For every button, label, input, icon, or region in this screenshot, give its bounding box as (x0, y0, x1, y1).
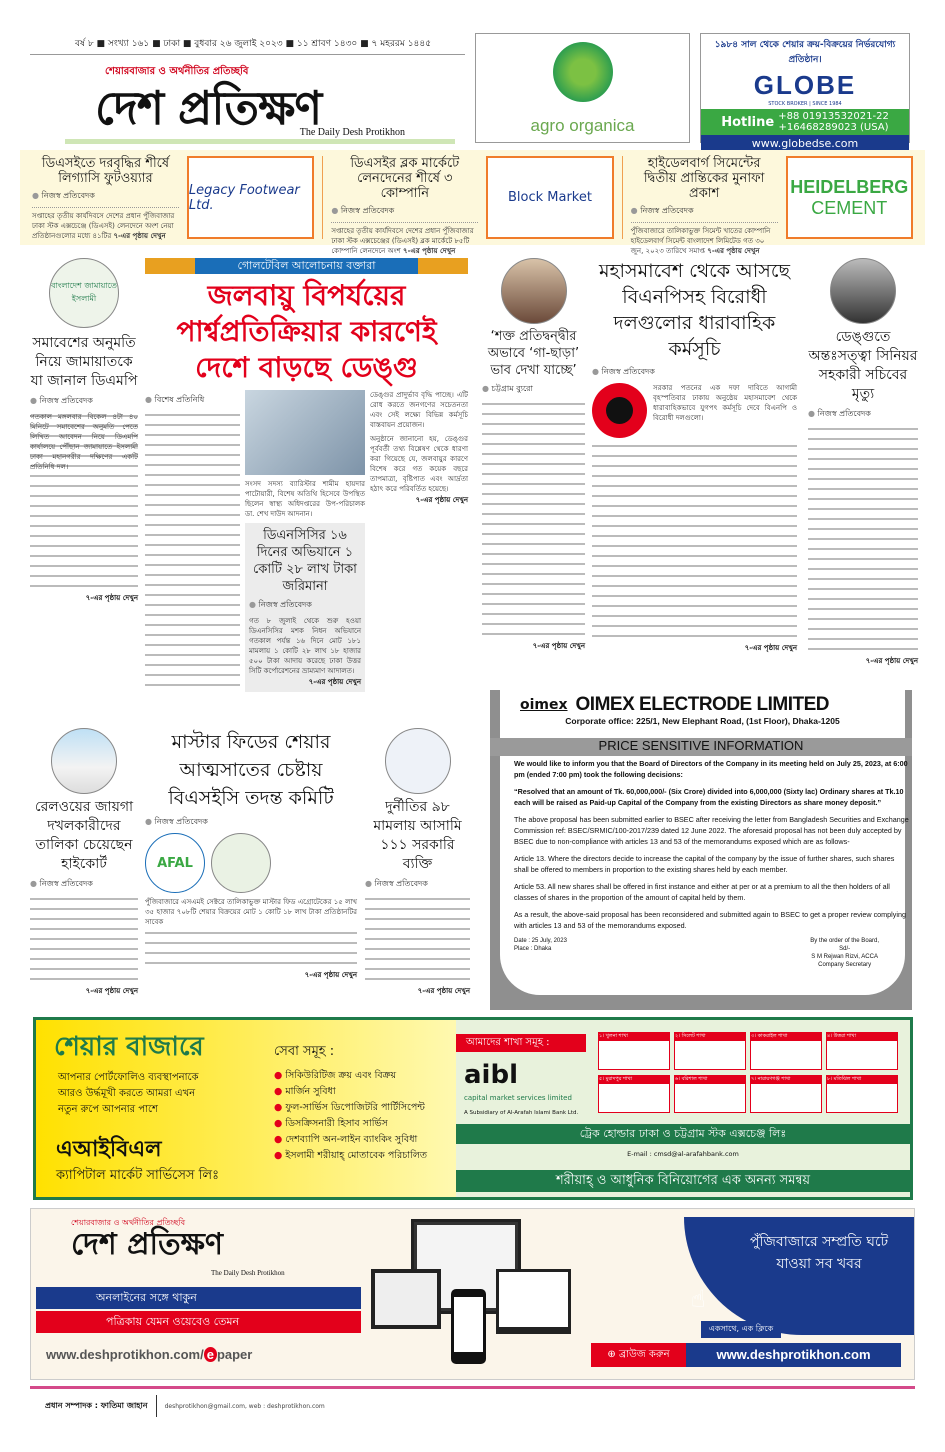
globe-web: www.globedse.com (701, 135, 909, 152)
headline[interactable]: ডিএনসিসির ১৬ দিনের অভিযানে ১ কোটি ২৮ লাখ টাকা জরিমানা (253, 528, 357, 594)
byline: ● নিজস্ব প্রতিবেদক (30, 395, 138, 408)
story-text: পুঁজিবাজারে এসএমই সেক্টরে তালিকাভুক্ত মাস্টার ফিড এগ্রোটেকের ১৫ লাখ ৩৫ হাজার ৭০৮টি শেয়ার বিক্রয়ের মোট ১ কোটি ১৮ লাখ টাকা প্রতিষ্ঠানটির সাবেক (145, 898, 357, 926)
jamaat-story (30, 258, 138, 604)
story-text: সংসদ সদস্য ব্যারিস্টার শামীম হায়দার পাটোয়ারী, বিশেষ অতিথি হিসেবে উপস্থিত ছিলেন স্বাস্থ্য অধিদপ্তরের উপ-পরিচালক ডা. শেখ দাউদ আদনান। (245, 480, 365, 518)
paragraph: As a result, the above-said proposal has been reconsidered and submitted again to BSEC to get a proper review complying with articles 13 and 53 of the memorandums exposed. (514, 910, 906, 930)
agro-organica-ad (475, 33, 690, 143)
branches-title: আমাদের শাখা সমূহ : (456, 1034, 586, 1052)
lead-col-2 (245, 390, 365, 692)
masthead (65, 62, 455, 140)
branch-label: ২। সিলেট শাখা (675, 1033, 745, 1041)
branch-label: ৮। মতিঝিল শাখা (827, 1076, 897, 1084)
headline[interactable]: মহাসমাবেশ থেকে আসছে বিএনপিসহ বিরোধী দলগুলোর ধারাবাহিক কর্মসূচি (599, 260, 790, 360)
notice-place: Place : Dhaka (514, 946, 552, 952)
ad-line1: অনলাইনের সঙ্গে থাকুন (36, 1287, 361, 1309)
tree-icon (553, 42, 613, 102)
ad-tagline: শেয়ারবাজার ও অর্থনীতির প্রতিচ্ছবি (71, 1218, 186, 1227)
aibl-logo: aibl (464, 1060, 518, 1090)
globe-top: ১৯৮৪ সাল থেকে শেয়ার ক্রয়-বিক্রয়ের নির্ভরযোগ্য প্রতিষ্ঠান। (714, 40, 896, 65)
branch-box (826, 1032, 898, 1070)
slogan-bar: শরীয়াহ্ ও আধুনিক বিনিয়োগের এক অনন্য সমন্বয় (456, 1170, 910, 1192)
branch-label: ৪। উত্তরা শাখা (827, 1033, 897, 1041)
byline: ● বিশেষ প্রতিনিধি (145, 394, 240, 407)
paragraph: Article 53. All new shares shall be offered in first instance and either at per or at a premium to all the then holders of all classes of shares in the proportion of the amount of capital held by them. (514, 882, 890, 902)
ad-masthead-en: The Daily Desh Protikhon (211, 1269, 285, 1277)
branch-box (750, 1075, 822, 1113)
branch-box (674, 1032, 746, 1070)
branch-label: ৩। কাকরাইল শাখা (751, 1033, 821, 1041)
devices-image (371, 1219, 571, 1369)
continue-link[interactable]: ৭-এর পৃষ্ঠায় দেখুন (85, 987, 138, 995)
branch-box (750, 1032, 822, 1070)
ad-line: নতুন রুপে আপনার পাশে (58, 1104, 158, 1115)
byline: ● নিজস্ব প্রতিবেদক (808, 408, 918, 421)
afal-logo: AFAL (145, 833, 205, 893)
sign: Sd/- (839, 946, 851, 952)
sign: By the order of the Board, (810, 938, 879, 944)
sign: Company Secretary (818, 962, 872, 968)
globe-icon: ⊕ (607, 1349, 619, 1360)
story-text: সরকার পতনের এক দফা দাবিতে আগামী বৃহস্পতিবার ঢাকায় অনুষ্ঠেয় মহাসমাবেশ থেকে ধারাবাহিকভাবে যুগপৎ কর্মসূচি দেবে বিএনপি ও বিরোধী দলগুলো। (653, 384, 797, 422)
kicker-bar (145, 258, 468, 274)
service-item: ● দেশব্যাপি অন-লাইন ব্যাংকিং সুবিধা (274, 1134, 418, 1145)
ad-line: আপনার পোর্টফোলিও ব্যবস্থাপনাকে (58, 1072, 199, 1083)
sign: S M Rejwan Rizvi, ACCA (811, 954, 878, 960)
bsec-logo (211, 833, 271, 893)
agro-text: agro organica (530, 116, 635, 135)
branch-label: ৬। বরিশাল শাখা (675, 1076, 745, 1084)
ctg-story (482, 258, 585, 652)
bnp-lede (592, 383, 797, 438)
phone1: +88 01913532021-22 (778, 111, 889, 122)
continue-link[interactable]: ৭-এর পৃষ্ঠায় দেখুন (532, 642, 585, 650)
lead-col-1 (145, 390, 240, 691)
branch-box (826, 1075, 898, 1113)
company-address: Corporate office: 225/1, New Elephant Road, (1st Floor), Dhaka-1205 (565, 716, 840, 726)
hotline-label: Hotline (721, 114, 775, 130)
branch-box (674, 1075, 746, 1113)
person-photo (501, 258, 567, 324)
masthead-english: The Daily Desh Protikhon (299, 127, 405, 138)
logo-text: CEMENT (811, 197, 888, 218)
dengue-photo (245, 390, 365, 475)
branch-box (598, 1032, 670, 1070)
headline[interactable]: সমাবেশের অনুমতি নিয়ে জামায়াতকে যা জানাল ডিএমপি (30, 335, 138, 389)
headline[interactable]: রেলওয়ের জায়গা দখলকারীদের তালিকা চেয়েছেন হাইকোর্ট (34, 799, 134, 872)
ad-masthead: দেশ প্রতিক্ষণ (71, 1227, 224, 1262)
story-text-placeholder (808, 425, 918, 655)
aibl-email[interactable]: E-mail : cmsd@al-arafahbank.com (627, 1150, 739, 1158)
service-item: ● ইসলামী শরীয়াহ্ মোতাবেক পরিচালিত (274, 1150, 428, 1161)
oimex-logo: oimex (520, 697, 568, 713)
branch-grid (598, 1032, 898, 1113)
chief-editor: প্রধান সম্পাদক : ফাতিমা জাহান (45, 1400, 148, 1410)
byline: ● নিজস্ব প্রতিবেদক (32, 190, 179, 203)
paragraph: The above proposal has been submitted earlier to BSEC after receiving the letter from Bangladesh Securities and Exchange Commission ref: BSEC/SRMIC/100-2017/239 dated 12 June 2022. The aforesaid proposal has not been duly accepted by BSEC due to non-compliance with articles 13 and 53 of the memorandums exposed which are as follows- (514, 815, 909, 846)
durniti-story (365, 728, 470, 997)
click-text: একসাথে, এক ক্লিকে (701, 1321, 781, 1338)
lead-columns (145, 390, 468, 692)
branch-label: ৫। মুরাদপুর শাখা (599, 1076, 669, 1084)
aibl-logo-sub: capital market services limited (464, 1094, 572, 1102)
headline[interactable]: দুর্নীতির ৯৮ মামলায় আসামি ১১১ সরকারি ব্যক্তি (373, 799, 462, 872)
aibl-ad (33, 1017, 913, 1200)
brief-legacy (32, 156, 179, 239)
story-text: গত ৮ জুলাই থেকে শুরু হওয়া ডিএনসিসির মশক নিধন অভিযানে গতকাল পর্যন্ত ১৬ দিনে মোট ১৮১ মামলায় ১ কোটি ২৮ লাখ ১৮ হাজার ৫০০ টাকা আদায় করেছে ঢাকা উত্তর সিটি কর্পোরেশনের ভ্রাম্যমাণ আদালত। (249, 617, 361, 675)
footer: প্রধান সম্পাদক : ফাতিমা জাহান deshprotikhon@gmail.com, web : deshprotikhon.com (45, 1395, 325, 1417)
notice-date: Date : 25 July, 2023 (514, 938, 567, 944)
continue-link[interactable]: ৭-এর পৃষ্ঠায় দেখুন (403, 247, 456, 255)
continue-link[interactable]: ৭-এর পৃষ্ঠায় দেখুন (417, 987, 470, 995)
headline[interactable]: ‘শক্ত প্রতিদ্বন্দ্বীর অভাবে ‘গা-ছাড়া’ ভাব দেখা যাচ্ছে’ (487, 329, 580, 378)
legacy-logo: Legacy Footwear Ltd. (187, 156, 314, 239)
paragraph: “Resolved that an amount of Tk. 60,000,000/- (Six Crore) divided into 6,000,000 (Sixty lac) Ordinary shares at Tk.10 each will be raised as Paid-up Capital of the Company from the existing Directors as share money deposit.” (514, 787, 904, 807)
phone2: +16468289023 (USA) (778, 122, 889, 133)
service-item: ● ফুল-সার্ভিস ডিপোজিটরি পার্টিসিপেন্ট (274, 1102, 425, 1113)
byline: ● চট্টগ্রাম ব্যুরো (482, 383, 585, 396)
byline: ● নিজস্ব প্রতিবেদক (365, 878, 470, 891)
brief-text: পুঁজিবাজারে তালিকাভুক্ত সিমেন্ট খাতের কোম্পানি হাইডেলবার্গ সিমেন্ট বাংলাদেশ লিমিটেড গত ৩০ জুন, ২০২৩ তারিখে সমাপ্ত (630, 227, 771, 255)
logo-row (145, 833, 357, 893)
bnp-logo (592, 383, 647, 438)
footer-web[interactable]: web : deshprotikhon.com (248, 1402, 325, 1410)
brief-text: সপ্তাহের তৃতীয় কার্যদিবসে দেশের প্রধান পুঁজিবাজার ঢাকা স্টক এক্সচেঞ্জে (ডিএসই) লেনদেনে অংশ নেয়া প্রতিষ্ঠানগুলোর মধ্যে ৪১টির (32, 212, 175, 240)
ad-brand-sub: ক্যাপিটাল মার্কেট সার্ভিসেস লিঃ (56, 1168, 220, 1183)
continue-link[interactable]: ৭-এর পৃষ্ঠায় দেখুন (113, 232, 166, 240)
ad-line: আরও উর্দ্ধমূখী করতে আমরা এখন (58, 1088, 196, 1099)
headline[interactable]: ডেঙ্গুতে অন্তঃসত্ত্বা সিনিয়র সহকারী সচিবের মৃত্যু (808, 329, 918, 402)
person-photo (830, 258, 896, 324)
company-name: OIMEX ELECTRODE LIMITED (575, 694, 829, 715)
services-title: সেবা সমূহ : (274, 1044, 335, 1059)
continue-link[interactable]: ৭-এর পৃষ্ঠায় দেখুন (744, 644, 797, 652)
continue-link[interactable]: ৭-এর পৃষ্ঠায় দেখুন (415, 496, 468, 504)
aibl-subsidiary: A Subsidiary of Al-Arafah Islami Bank Ltd. (464, 1110, 579, 1116)
byline: ● নিজস্ব প্রতিবেদক (631, 205, 778, 218)
story-text-placeholder (482, 400, 585, 640)
lead-headline[interactable]: জলবায়ু বিপর্যয়ের পার্শ্বপ্রতিক্রিয়ার কারণেই দেশে বাড়ছে ডেঙ্গু (176, 279, 437, 384)
footer-email[interactable]: deshprotikhon@gmail.com (164, 1402, 245, 1410)
continue-link[interactable]: ৭-এর পৃষ্ঠায় দেখুন (308, 678, 361, 686)
block-market-logo: Block Market (486, 156, 613, 239)
service-item: ● ডিসক্রিসনারী হিসাব সার্ভিস (274, 1118, 388, 1129)
paragraph: We would like to inform you that the Board of Directors of the Company in its meeting held on July 25, 2023, at 6:00 pm (ended 7:00 pm) took the following decisions: (514, 759, 908, 779)
continue-link[interactable]: ৭-এর পৃষ্ঠায় দেখুন (707, 247, 760, 255)
story-text-placeholder (145, 411, 240, 691)
byline: ● নিজস্ব প্রতিবেদক (331, 205, 478, 218)
lead-story (145, 258, 468, 692)
kicker: গোলটেবিল আলোচনায় বক্তারা (195, 258, 418, 274)
branch-label: ১। খুলনা শাখা (599, 1033, 669, 1041)
story-text-placeholder (145, 929, 357, 969)
globe-logo: GLOBE (753, 70, 857, 100)
dncc-box (245, 523, 365, 692)
ad-headline: শেয়ার বাজারে (54, 1032, 204, 1062)
brief-block (331, 156, 478, 255)
divider (622, 156, 623, 239)
masthead-name: দেশ প্রতিক্ষণ (95, 81, 322, 135)
secretary-story (808, 258, 918, 667)
bnp-story (592, 258, 797, 654)
heidelberg-logo (786, 156, 913, 239)
jamaat-logo: বাংলাদেশ জামায়াতে ইসলামী (49, 258, 119, 328)
continue-link[interactable]: ৭-এর পৃষ্ঠায় দেখুন (85, 594, 138, 602)
ad-right-text: পুঁজিবাজারে সম্প্রতি ঘটে যাওয়া সব খবর (684, 1217, 914, 1335)
story-text-placeholder (30, 895, 138, 985)
story-text: অনুষ্ঠানে জানানো হয়, ডেঙ্গুর পূর্ববর্তী তথ্য বিশ্লেষণ থেকে ধারণা করা গিয়েছে যে, জলবায়ুর কারণে বিশেষ করে গত কয়েক বছরে তাপমাত্রা, বৃষ্টিপাত এবং আর্দ্রতা হঠাৎ করে পরিবর্তিত হয়েছে। (370, 435, 468, 493)
epaper-ad (30, 1208, 915, 1380)
paragraph: Article 13. Where the directors decide to increase the capital of the company by the issue of further shares, such shares shall be offered to members in proportion to the existing shares held by each member. (514, 854, 895, 874)
oimex-ad (490, 690, 912, 1010)
story-text: ডেঙ্গুর প্রাদুর্ভাব বৃদ্ধি পাচ্ছে। এটি রোধ করতে জনগণের সচেতনতা এবং সেই লক্ষ্যে বিভিন্ন কর্মসূচি বাস্তবায়ন প্রয়োজন। (370, 391, 468, 429)
court-photo (51, 728, 117, 794)
footer-rule (30, 1386, 915, 1389)
globe-ad (700, 33, 910, 150)
branch-box (598, 1075, 670, 1113)
branch-label: ৭। নারায়ণগঞ্জ শাখা (751, 1076, 821, 1084)
website-link[interactable]: www.deshprotikhon.com (686, 1343, 901, 1367)
story-text: গতকাল মঙ্গলবার বিকেল ৪টা ৪০ মিনিটে সমাবেশের অনুমতি পেতে লিখিত আবেদন নিয়ে ডিএমপি কার্যালয়ে পৌঁছান জামায়াতে ইসলামী ঢাকা মহানগরীর দক্ষিণের একটি প্রতিনিধি দল। (30, 412, 138, 592)
railway-story (30, 728, 138, 997)
hand-pointer-icon: ☝ (691, 1285, 706, 1313)
trek-bar: ট্রেক হোল্ডার ঢাকা ও চট্টগ্রাম স্টক এক্সচেঞ্জ লিঃ (456, 1124, 910, 1144)
byline: ● নিজস্ব প্রতিবেদক (30, 878, 138, 891)
issue-meta: বর্ষ ৮ ■ সংখ্যা ১৬১ ■ ঢাকা ■ বুধবার ২৬ জুলাই ২০২৩ ■ ১১ শ্রাবণ ১৪৩০ ■ ৭ মহররম ১৪৪৫ (75, 39, 432, 49)
psi-heading: PRICE SENSITIVE INFORMATION (490, 738, 912, 756)
byline: ● নিজস্ব প্রতিবেদক (249, 599, 361, 612)
headline[interactable]: মাস্টার ফিডের শেয়ার আত্মসাতের চেষ্টায় বিএসইসি তদন্ত কমিটি (168, 731, 334, 809)
brief-strip (20, 150, 925, 255)
continue-link[interactable]: ৭-এর পৃষ্ঠায় দেখুন (304, 971, 357, 979)
service-item: ● মার্জিন সুবিধা (274, 1086, 336, 1097)
acc-logo (385, 728, 451, 794)
lead-col-3 (370, 390, 468, 506)
divider (156, 1395, 157, 1417)
masthead-rule (65, 139, 455, 144)
ad-line2: পত্রিকায় যেমন ওয়েবেও তেমন (36, 1311, 361, 1333)
brief-title: ডিএসইর ব্লক মার্কেটে লেনদেনের শীর্ষে ৩ কোম্পানি (350, 156, 460, 201)
byline: ● নিজস্ব প্রতিবেদক (145, 816, 357, 829)
masthead-tagline: শেয়ারবাজার ও অর্থনীতির প্রতিচ্ছবি (105, 66, 249, 77)
browse-button[interactable]: ⊕ ব্রাউজ করুন (591, 1343, 686, 1367)
divider (322, 156, 323, 239)
brief-title: হাইডেলবার্গ সিমেন্টের দ্বিতীয় প্রান্তিকের মুনাফা প্রকাশ (643, 156, 765, 201)
byline: ● নিজস্ব প্রতিবেদক (592, 366, 797, 379)
globe-sub: STOCK BROKER | SINCE 1984 (768, 101, 842, 107)
service-item: ● সিকিউরিটিজ ক্রয় এবং বিক্রয় (274, 1070, 397, 1081)
epaper-link[interactable]: www.deshprotikhon.com/ e paper (46, 1347, 253, 1362)
brief-title: ডিএসইতে দরবৃদ্ধির শীর্ষে লিগ্যাসি ফুটওয়্যার (41, 156, 170, 186)
continue-link[interactable]: ৭-এর পৃষ্ঠায় দেখুন (865, 657, 918, 665)
services-list (274, 1068, 427, 1164)
ad-brand: এআইবিএল (56, 1137, 162, 1162)
divider (30, 54, 465, 55)
masterfeed-story (145, 728, 357, 981)
story-text-placeholder (365, 895, 470, 985)
story-text-placeholder (592, 442, 797, 642)
brief-text: সপ্তাহের তৃতীয় কার্যদিবসে দেশের প্রধান পুঁজিবাজার ঢাকা স্টক এক্সচেঞ্জের (ডিএসই) ব্লক মার্কেটে ৮৫টি কোম্পানি লেনদেনে অংশ (331, 227, 474, 255)
logo-text: HEIDELBERG (790, 176, 909, 197)
brief-heidelberg (630, 156, 778, 255)
